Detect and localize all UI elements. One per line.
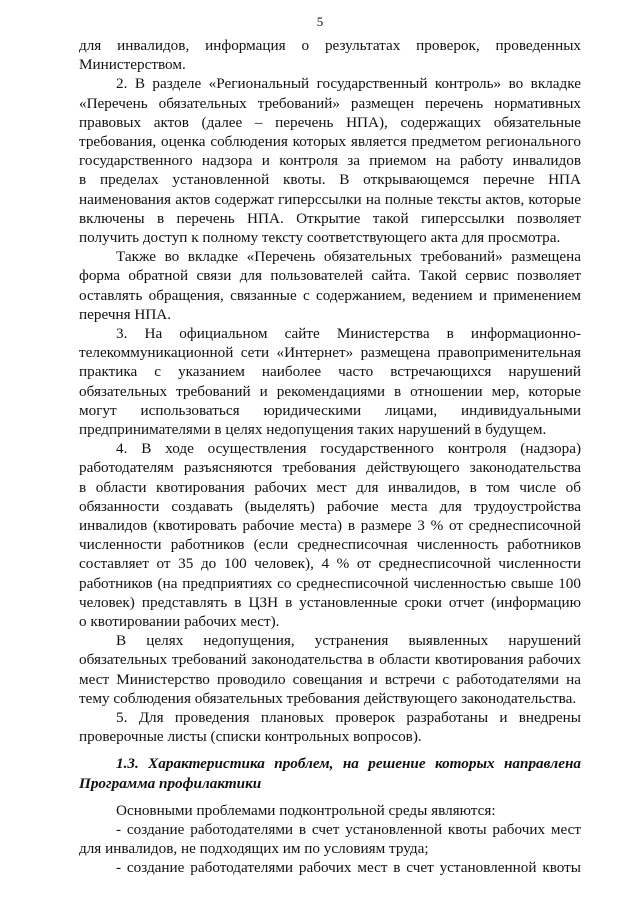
text-line: телекоммуникационной сети «Интернет» размещена правоприменительная bbox=[79, 344, 581, 362]
text-line: проверочные листы (списки контрольных вопросов). bbox=[79, 728, 422, 746]
text-line: составляет от 35 до 100 человек), 4 % от среднесписочной численности bbox=[79, 555, 581, 573]
text-line: получить доступ к полному тексту соответствующего акта для просмотра. bbox=[79, 229, 561, 246]
text-line: практика с указанием наиболее часто встречающихся нарушений bbox=[79, 363, 581, 381]
text-line: Министерством. bbox=[79, 56, 186, 74]
text-line: 4. В ходе осуществления государственного контроля (надзора) bbox=[116, 440, 581, 458]
page-number: 5 bbox=[316, 14, 324, 29]
text-line: - создание работодателями рабочих мест в счет установленной квоты bbox=[116, 859, 581, 877]
text-line: Основными проблемами подконтрольной среды являются: bbox=[116, 801, 496, 819]
text-line: мест Министерство проводило совещания и встречи с работодателями на bbox=[79, 670, 581, 688]
text-line: о квотировании рабочих мест). bbox=[79, 613, 280, 630]
text-line: Также во вкладке «Перечень обязательных требований» размещена bbox=[116, 248, 581, 266]
text-line: форма обратной связи для пользователей сайта. Такой сервис позволяет bbox=[79, 267, 581, 285]
section-heading: Программа профилактики bbox=[79, 774, 262, 792]
text-line: в области квотирования рабочих мест для инвалидов, в том числе об bbox=[79, 478, 581, 496]
text-line: 3. На официальном сайте Министерства в информационно- bbox=[116, 325, 581, 342]
text-line: для инвалидов, не подходящих им по условиям труда; bbox=[79, 840, 429, 858]
text-line: в пределах установленной квоты. В открывающемся перечне НПА bbox=[79, 171, 581, 189]
text-line: численности работников (если среднесписочная численность работников bbox=[79, 536, 581, 554]
text-line: наименования актов содержат гиперссылки на полные тексты актов, которые bbox=[79, 190, 581, 208]
section-heading: 1.3. Характеристика проблем, на решение которых направлена bbox=[116, 755, 581, 773]
text-line: обязанности создавать (выделять) рабочие места для трудоустройства bbox=[79, 497, 581, 515]
text-line: включены в перечень НПА. Открытие такой гиперссылки позволяет bbox=[79, 209, 581, 227]
text-line: человек) представлять в ЦЗН в установленные сроки отчет (информацию bbox=[79, 593, 581, 611]
text-line: 5. Для проведения плановых проверок разработаны и внедрены bbox=[116, 709, 581, 726]
text-line: могут использоваться юридическими лицами, индивидуальными bbox=[79, 401, 581, 419]
text-line: обязательных требований и рекомендациями в отношении мер, которые bbox=[79, 382, 581, 400]
text-line: обязательных требований законодательства в области квотирования рабочих bbox=[79, 651, 581, 669]
text-line: В целях недопущения, устранения выявленных нарушений bbox=[116, 632, 581, 650]
text-line: предпринимателями в целях недопущения таких нарушений в будущем. bbox=[79, 421, 547, 438]
text-line: «Перечень обязательных требований» размещен перечень нормативных bbox=[79, 94, 581, 112]
text-line: работодателям разъясняются требования действующего законодательства bbox=[79, 459, 581, 477]
text-line: государственного надзора и контроля за приемом на работу инвалидов bbox=[79, 152, 581, 170]
text-line: требования, оценка соблюдения которых является предметом регионального bbox=[79, 133, 581, 150]
text-line: 2. В разделе «Региональный государственный контроль» во вкладке bbox=[116, 75, 581, 93]
text-line: для инвалидов, информация о результатах проверок, проведенных bbox=[79, 37, 581, 54]
text-line: тему соблюдения обязательных требования действующего законодательства. bbox=[79, 689, 577, 707]
text-line: правовых актов (далее – перечень НПА), содержащих обязательные bbox=[79, 113, 581, 131]
text-line: перечня НПА. bbox=[79, 305, 172, 323]
text-line: инвалидов (квотировать рабочие места) в размере 3 % от среднесписочной bbox=[79, 517, 581, 534]
text-line: работников (на предприятиях со среднесписочной численностью свыше 100 bbox=[79, 574, 581, 592]
text-line: оставлять обращения, связанные с содержанием, ведением и применением bbox=[79, 286, 581, 304]
text-line: - создание работодателями в счет установленной квоты рабочих мест bbox=[116, 821, 581, 838]
